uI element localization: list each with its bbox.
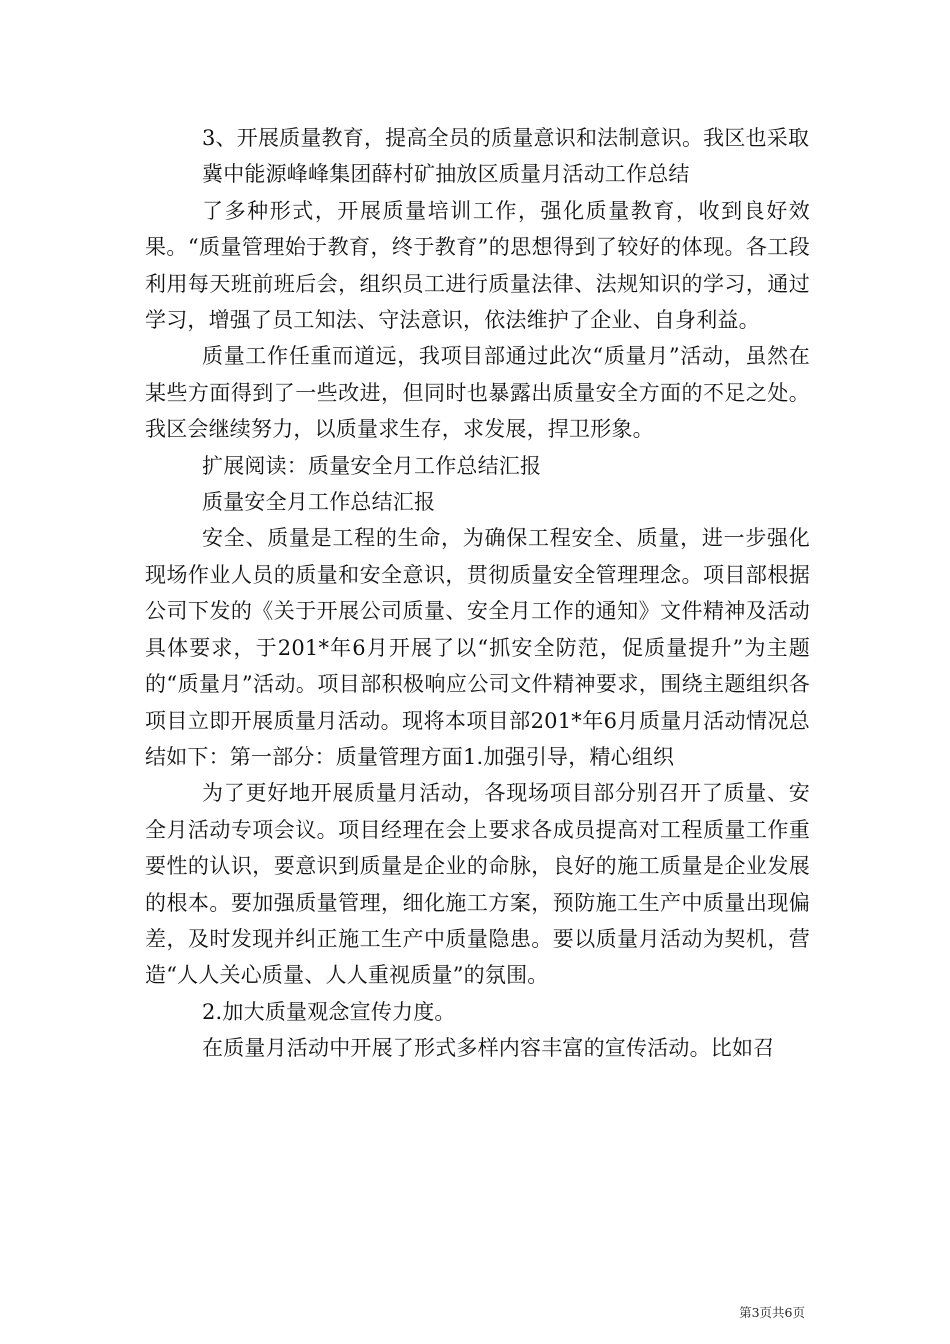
document-body (145, 120, 810, 1067)
paragraph-continuation-education: 3、开展质量教育，提高全员的质量意识和法制意识。我区也采取 (202, 126, 810, 150)
paragraph-meeting: 为了更好地开展质量月活动，各现场项目部分别召开了质量、安全月活动专项会议。项目经理在会上要求各成员提高对工程质量工作重要性的认识，要意识到质量是企业的命脉，良好的施工质量是企业发展的根本。要加强质量管理，细化施工方案，预防施工生产中质量出现偏差，及时发现并纠正施工生产中质量隐患。要以质量月活动为契机，营造“人人关心质量、人人重视质量”的氛围。 (145, 781, 810, 988)
page-number: 第3页共6页 (739, 1305, 805, 1320)
paragraph-training: 了多种形式，开展质量培训工作，强化质量教育，收到良好效果。“质量管理始于教育，终于教育”的思想得到了较好的体现。各工段利用每天班前班后会，组织员工进行质量法律、法规知识的学习，通过学习，增强了员工知法、守法意识，依法维护了企业、自身利益。 (145, 198, 810, 333)
paragraph-heading-publicity: 2.加大质量观念宣传力度。 (202, 999, 456, 1024)
paragraph-quality-conclusion: 质量工作任重而道远，我项目部通过此次“质量月”活动，虽然在某些方面得到了一些改进，但同时也暴露出质量安全方面的不足之处。我区会继续努力，以质量求生存，求发展，捍卫形象。 (145, 344, 810, 442)
paragraph-introduction: 安全、质量是工程的生命，为确保工程安全、质量，进一步强化现场作业人员的质量和安全意识，贯彻质量安全管理理念。项目部根据公司下发的《关于开展公司质量、安全月工作的通知》文件精神及活动具体要求，于201*年6月开展了以“抓安全防范，促质量提升”为主题的“质量月”活动。项目部积极响应公司文件精神要求，围绕主题组织各项目立即开展质量月活动。现将本项目部201*年6月质量月活动情况总结如下：第一部分：质量管理方面1.加强引导，精心组织 (145, 526, 810, 769)
paragraph-inserted-title: 冀中能源峰峰集团薛村矿抽放区质量月活动工作总结 (202, 162, 690, 187)
section-title: 质量安全月工作总结汇报 (202, 490, 436, 515)
paragraph-extended-reading: 扩展阅读：质量安全月工作总结汇报 (202, 453, 542, 478)
paragraph-publicity-activities: 在质量月活动中开展了形式多样内容丰富的宣传活动。比如召 (202, 1036, 775, 1061)
